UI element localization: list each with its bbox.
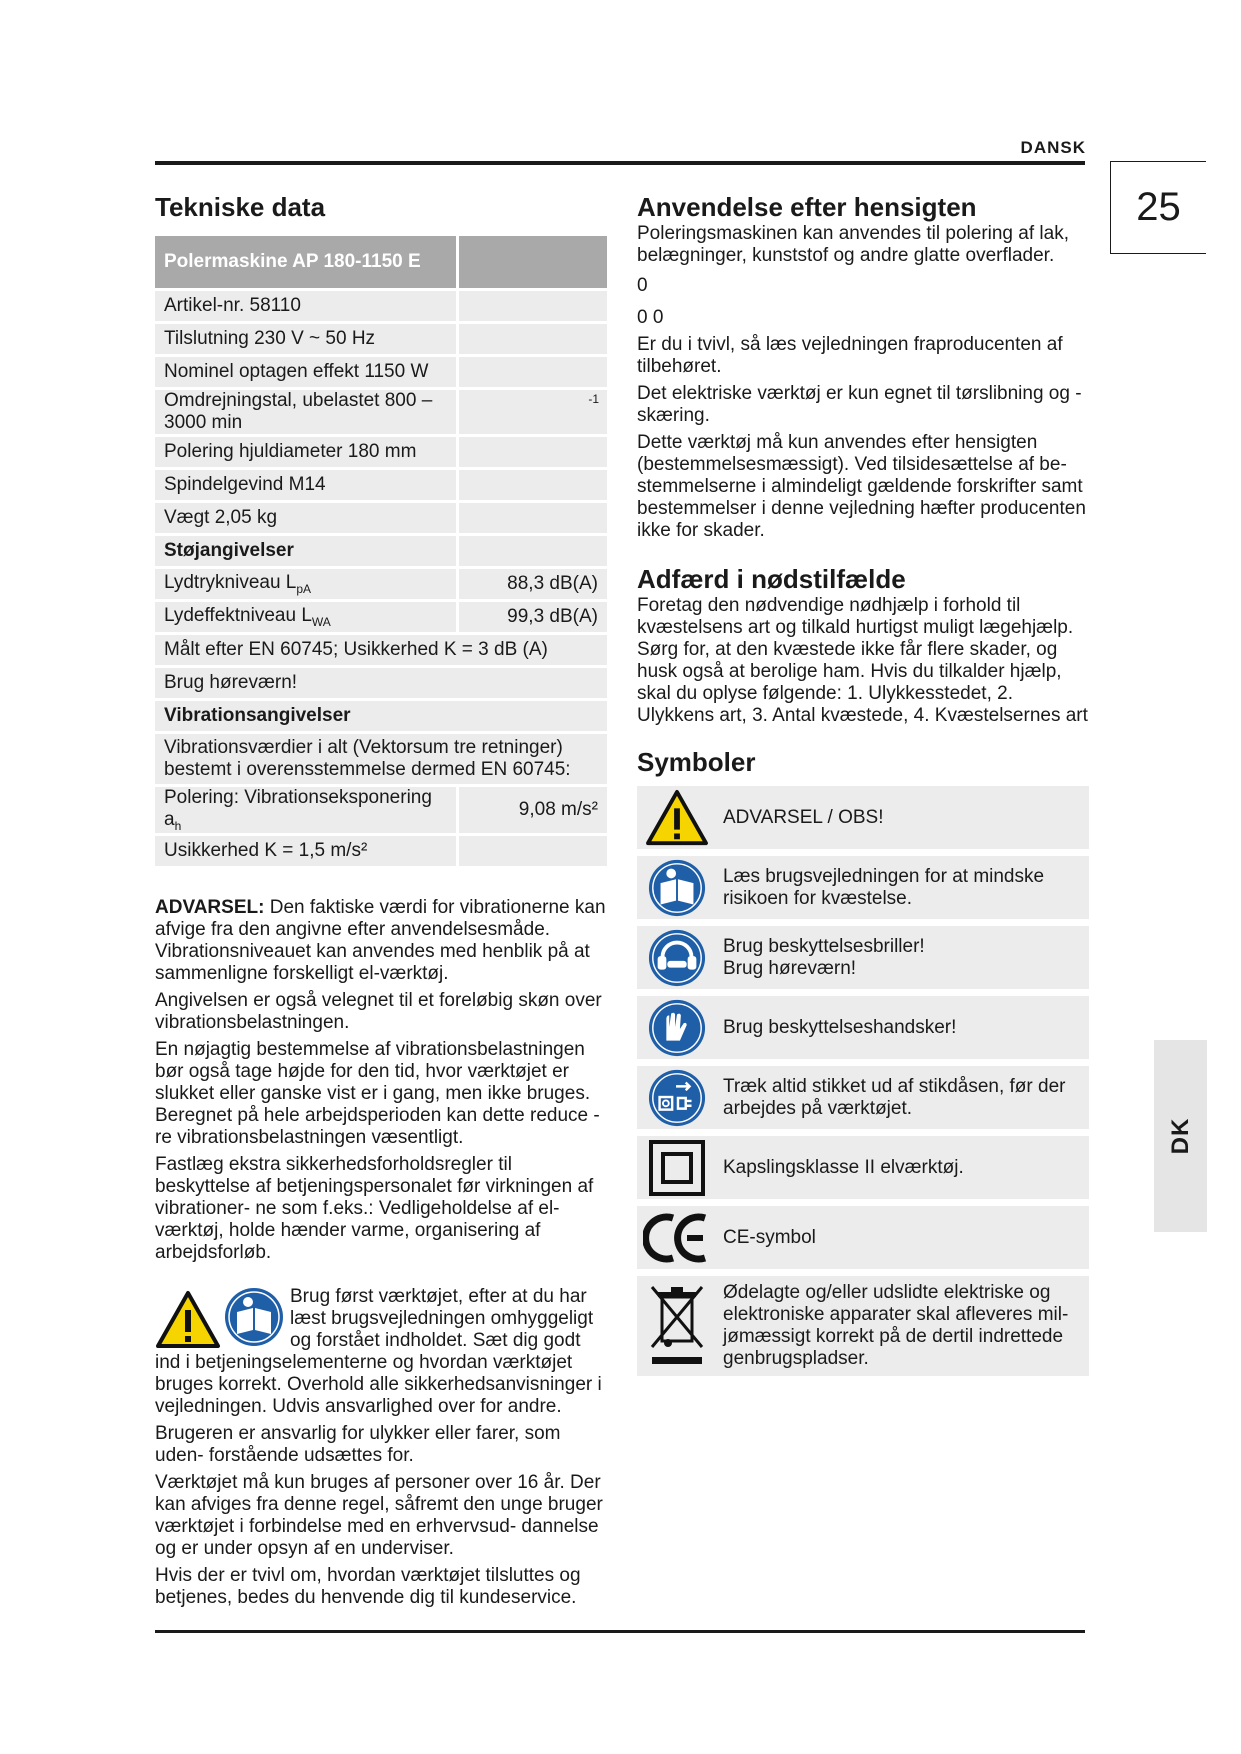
symbols-list — [637, 786, 1089, 1376]
bottom-rule — [155, 1630, 1085, 1633]
symbol-text: Kapslingsklasse II elværktøj. — [723, 1156, 964, 1178]
body-paragraph: Angivelsen er også velegnet til et foreløbig skøn over vibrationsbelastningen. — [155, 989, 602, 1033]
intended-use-title: Anvendelse efter hensigten — [637, 192, 977, 222]
warning-triangle-icon — [155, 1290, 221, 1350]
body-paragraph: Det elektriske værktøj er kun egnet til tørslibning og -skæring. — [637, 383, 1082, 426]
weee-bin-icon — [646, 1281, 708, 1371]
symbol-text: Træk altid stikket ud af stikdåsen, før der arbejdes på værktøjet. — [723, 1075, 1066, 1119]
top-rule — [155, 161, 1085, 165]
symbol-text: CE-symbol — [723, 1226, 816, 1248]
symbol-row — [637, 856, 1089, 919]
symbol-row — [637, 1276, 1089, 1376]
symbol-text: Brug beskyttelsesbriller! Brug høreværn! — [723, 935, 925, 979]
symbol-row — [637, 1066, 1089, 1129]
table-row: Polering: Vibrationseksponering $a_h$ 9,08 m/s² — [155, 787, 607, 833]
symbol-row — [637, 1136, 1089, 1199]
class-ii-icon — [648, 1139, 706, 1197]
body-paragraph: Brug først værktøjet, efter at du har læst brugsvejledningen omhyggeligt og forstået indholdet. Sæt dig godt — [290, 1285, 594, 1351]
left-column — [155, 192, 607, 1614]
tech-data-title: Tekniske data — [155, 192, 326, 222]
table-row: Vibrationsværdier i alt (Vektorsum tre retninger) bestemt i overensstemmelse dermed EN 60745: — [155, 734, 607, 784]
ce-icon — [643, 1212, 711, 1264]
body-paragraph: Brugeren er ansvarlig for ulykker eller farer, som uden- forstående udsættes for. — [155, 1422, 561, 1466]
symbol-row — [637, 926, 1089, 989]
table-row: Vægt 2,05 kg — [155, 503, 607, 533]
body-paragraph: Poleringsmaskinen kan anvendes til polering af lak, belægninger, kunststof og andre glatte overflader. — [637, 223, 1069, 266]
unplug-icon — [647, 1068, 707, 1128]
gloves-icon — [647, 998, 707, 1058]
body-paragraph: Fastlæg ekstra sikkerhedsforholdsregler til beskyttelse af betjeningspersonalet før virkningen af vibrationer- ne som f.eks.: Vedligeholdelse af el-værktøj, holde hænder varme, organisering af arbejdsforløb. — [155, 1153, 594, 1263]
table-row: Målt efter EN 60745; Usikkerhed K = 3 dB (A) — [155, 635, 607, 665]
symbol-row — [637, 996, 1089, 1059]
language-label: DANSK — [1020, 138, 1086, 157]
table-row: Polering hjuldiameter 180 mm — [155, 437, 607, 467]
body-paragraph: Dette værktøj må kun anvendes efter hensigten (bestemmelsesmæssigt). Ved tilsidesættelse af be- stemmelserne i almindeligt gældende forskrifter samt bestemmelser i denne vejledning hæfter producenten ikke for skader. — [637, 432, 1086, 541]
table-row: Tilslutning 230 V ~ 50 Hz — [155, 324, 607, 354]
body-paragraph: 0 0 — [637, 307, 664, 328]
table-row: Lydtrykniveau $L_{pA}$ 88,3 dB(A) — [155, 569, 607, 599]
emergency-title: Adfærd i nødstilfælde — [637, 564, 906, 594]
body-paragraph: Værktøjet må kun bruges af personer over 16 år. Der kan afviges fra denne regel, såfremt den unge bruger værktøjet i forbindelse med en erhvervsud- dannelse og er under opsyn af en underviser. — [155, 1471, 603, 1559]
body-paragraph: Er du i tvivl, så læs vejledningen fraproducenten af tilbehøret. — [637, 334, 1063, 377]
warning-paragraph: ADVARSEL: Den faktiske værdi for vibrationerne kan afvige fra den angivne efter anvendelsesmåde. Vibrationsniveauet kan anvendes med henblik på at sammenligne forskelligt el-værktøj. — [155, 896, 606, 984]
table-row: Spindelgevind M14 — [155, 470, 607, 500]
body-paragraph: 0 — [637, 275, 648, 296]
tech-data-table — [155, 233, 607, 869]
table-row: Omdrejningstal, ubelastet 800 – 3000 min -1 — [155, 390, 607, 434]
product-name: Polermaskine AP 180-1150 E — [155, 236, 459, 288]
table-row: Brug høreværn! — [155, 668, 607, 698]
read-manual-icon — [223, 1286, 285, 1348]
table-row: Lydeffektniveau $L_{WA}$ 99,3 dB(A) — [155, 602, 607, 632]
body-paragraph: Hvis der er tvivl om, hvordan værktøjet tilsluttes og betjenes, bedes du henvende dig til kundeservice. — [155, 1564, 581, 1608]
table-row: Artikel-nr. 58110 — [155, 291, 607, 321]
read-manual-icon — [647, 858, 707, 918]
symbol-text: ADVARSEL / OBS! — [723, 806, 884, 828]
side-language-tab — [1154, 1040, 1207, 1232]
vibration-heading-row: Vibrationsangivelser — [155, 701, 607, 731]
side-tab-label: DK — [1166, 1117, 1194, 1155]
table-heading-row — [155, 236, 607, 288]
right-column — [637, 192, 1089, 1383]
page-number: 25 — [1110, 161, 1206, 254]
symbol-row — [637, 786, 1089, 849]
symbol-text: Læs brugsvejledningen for at mindske risikoen for kvæstelse. — [723, 865, 1045, 909]
read-manual-notice — [155, 1286, 607, 1352]
symbol-row — [637, 1206, 1089, 1269]
symbols-title: Symboler — [637, 747, 756, 777]
symbol-text: Brug beskyttelseshandsker! — [723, 1016, 957, 1038]
body-paragraph: En nøjagtig bestemmelse af vibrationsbelastningen bør også tage højde for den tid, hvor værktøjet er slukket eller ganske vist er i gang, men ikke bruges. Beregnet på hele arbejdsperioden kan dette reduce - re vibrationsbelastningen væsentligt. — [155, 1038, 600, 1148]
table-row: Usikkerhed K = 1,5 m/s² — [155, 836, 607, 866]
noise-heading-row: Støjangivelser — [155, 536, 607, 566]
warning-triangle-icon — [645, 789, 709, 847]
body-paragraph: ind i betjeningselementerne og hvordan værktøjet bruges korrekt. Overhold alle sikkerhedsanvisninger i vejledningen. Udvis ansvarlighed over for andre. — [155, 1351, 602, 1417]
body-paragraph: Foretag den nødvendige nødhjælp i forhold til kvæstelsens art og tilkald hurtigst muligt lægehjælp. Sørg for, at den kvæstede ikke får flere skader, og husk også at berolige ham. Hvis du tilkalder hjælp, skal du oplyse følgende: 1. Ulykkesstedet, 2. Ulykkens art, 3. Antal kvæstede, 4. Kvæstelsernes art — [637, 595, 1088, 726]
superscript: -1 — [588, 392, 599, 406]
table-row: Nominel optagen effekt 1150 W — [155, 357, 607, 387]
goggles-ear-protection-icon — [647, 928, 707, 988]
symbol-text: Ødelagte og/eller udslidte elektriske og elektroniske apparater skal afleveres mil- jømæssigt korrekt på de dertil indrettede genbrugspladser. — [723, 1282, 1069, 1369]
